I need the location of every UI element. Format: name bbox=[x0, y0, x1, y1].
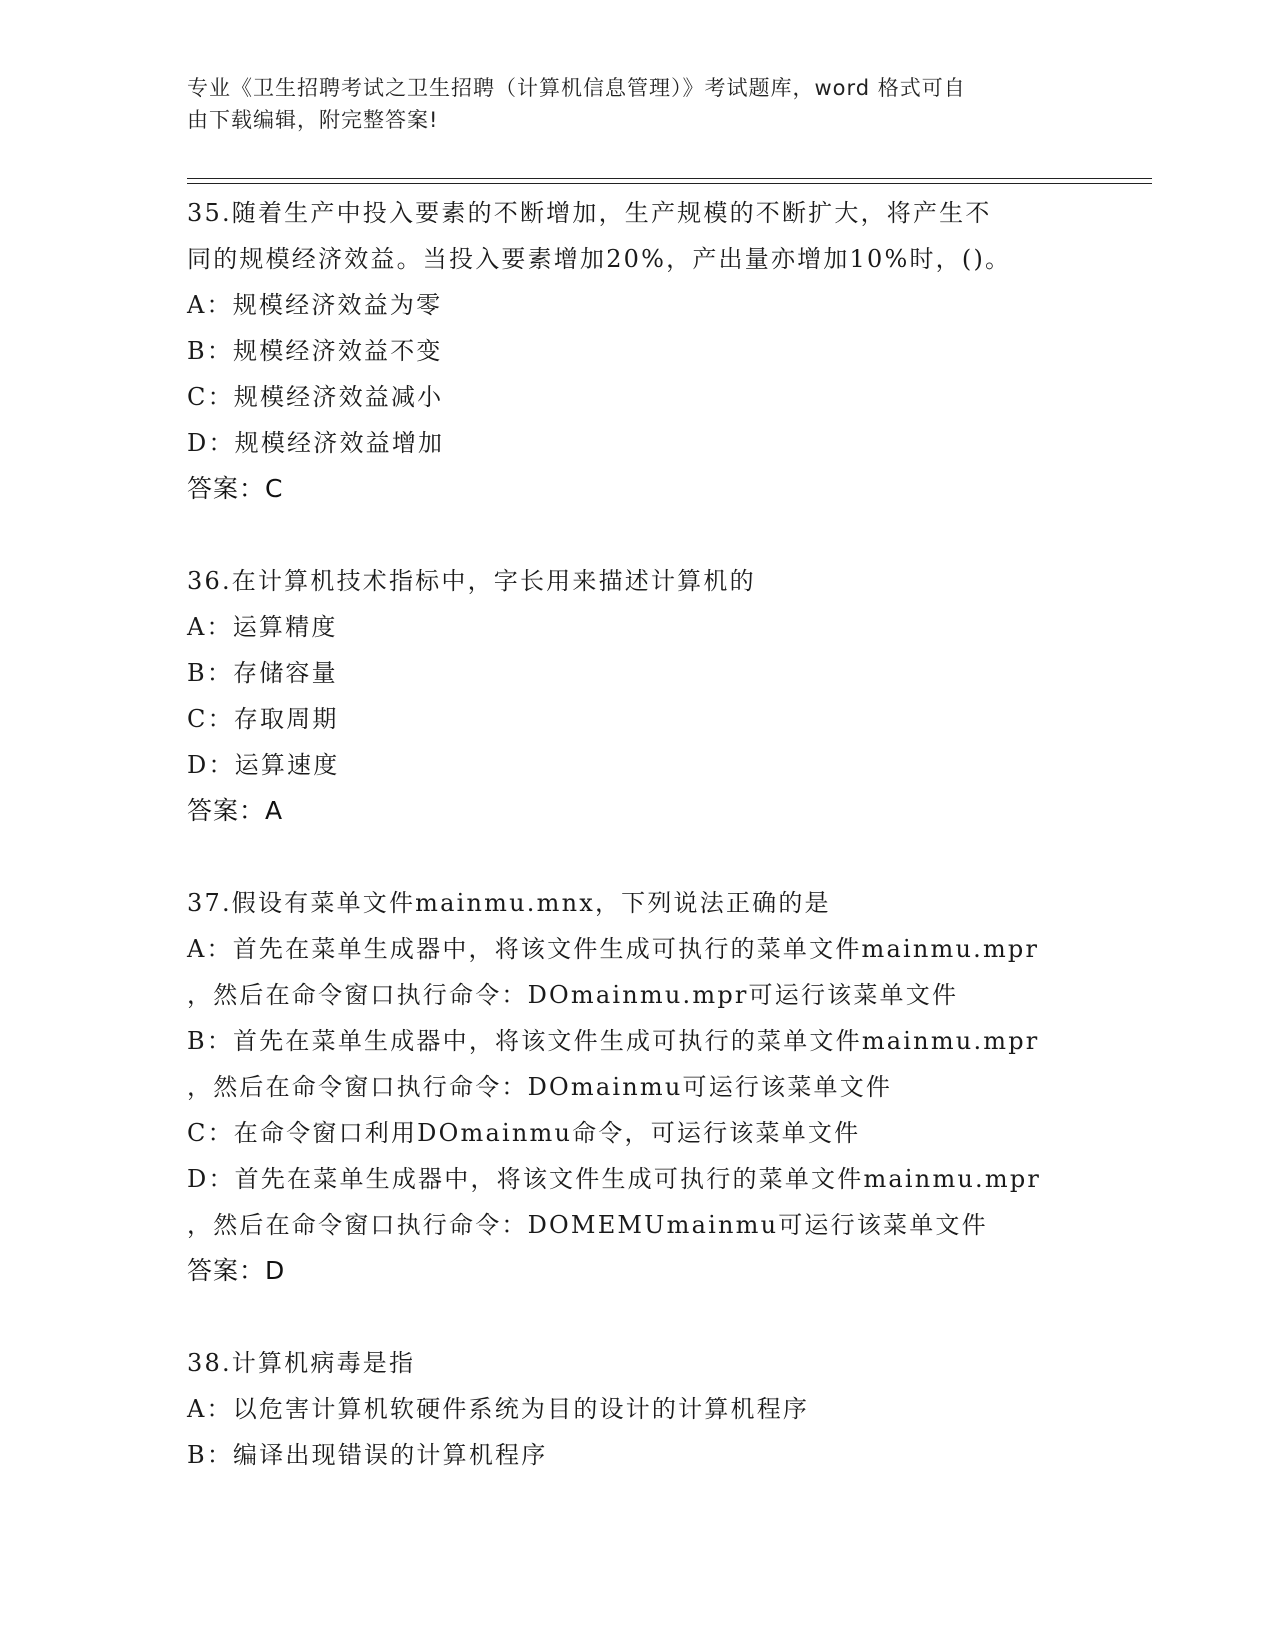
question-35 bbox=[187, 190, 1087, 512]
option-b: B：首先在菜单生成器中，将该文件生成可执行的菜单文件mainmu.mpr bbox=[187, 1027, 1040, 1055]
option-d: D：首先在菜单生成器中，将该文件生成可执行的菜单文件mainmu.mpr bbox=[187, 1165, 1042, 1193]
option-b: B：编译出现错误的计算机程序 bbox=[187, 1441, 548, 1469]
option-c: C：存取周期 bbox=[187, 705, 339, 733]
option-d: D：运算速度 bbox=[187, 751, 340, 779]
answer-line: 答案：D bbox=[187, 1256, 286, 1285]
header-line-2: 由下载编辑，附完整答案! bbox=[187, 108, 439, 132]
question-stem-line: 同的规模经济效益。当投入要素增加20%，产出量亦增加10%时，()。 bbox=[187, 245, 1012, 273]
document-header bbox=[187, 72, 1067, 136]
question-list bbox=[187, 190, 1087, 1524]
option-c: C：规模经济效益减小 bbox=[187, 383, 444, 411]
answer-line: 答案：A bbox=[187, 796, 284, 825]
option-d-continued: ，然后在命令窗口执行命令：DOMEMUmainmu可运行该菜单文件 bbox=[187, 1211, 988, 1239]
header-divider-top bbox=[187, 178, 1152, 179]
option-a-continued: ，然后在命令窗口执行命令：DOmainmu.mpr可运行该菜单文件 bbox=[187, 981, 959, 1009]
header-line-1: 专业《卫生招聘考试之卫生招聘（计算机信息管理）》考试题库，word 格式可自 bbox=[187, 76, 966, 100]
option-b: B：存储容量 bbox=[187, 659, 338, 687]
question-stem-line: 36.在计算机技术指标中，字长用来描述计算机的 bbox=[187, 567, 756, 595]
option-d: D：规模经济效益增加 bbox=[187, 429, 445, 457]
option-a: A：运算精度 bbox=[187, 613, 338, 641]
option-b-continued: ，然后在命令窗口执行命令：DOmainmu可运行该菜单文件 bbox=[187, 1073, 893, 1101]
option-a: A：规模经济效益为零 bbox=[187, 291, 443, 319]
question-stem-line: 35.随着生产中投入要素的不断增加，生产规模的不断扩大，将产生不 bbox=[187, 199, 992, 227]
question-stem-line: 37.假设有菜单文件mainmu.mnx，下列说法正确的是 bbox=[187, 889, 831, 917]
question-36 bbox=[187, 558, 1087, 834]
question-38 bbox=[187, 1340, 1087, 1478]
option-c: C：在命令窗口利用DOmainmu命令，可运行该菜单文件 bbox=[187, 1119, 861, 1147]
option-a: A：首先在菜单生成器中，将该文件生成可执行的菜单文件mainmu.mpr bbox=[187, 935, 1040, 963]
answer-line: 答案：C bbox=[187, 474, 284, 503]
question-37 bbox=[187, 880, 1087, 1294]
question-stem-line: 38.计算机病毒是指 bbox=[187, 1349, 416, 1377]
header-divider-bottom bbox=[187, 183, 1152, 184]
option-a: A：以危害计算机软硬件系统为目的设计的计算机程序 bbox=[187, 1395, 810, 1423]
option-b: B：规模经济效益不变 bbox=[187, 337, 443, 365]
